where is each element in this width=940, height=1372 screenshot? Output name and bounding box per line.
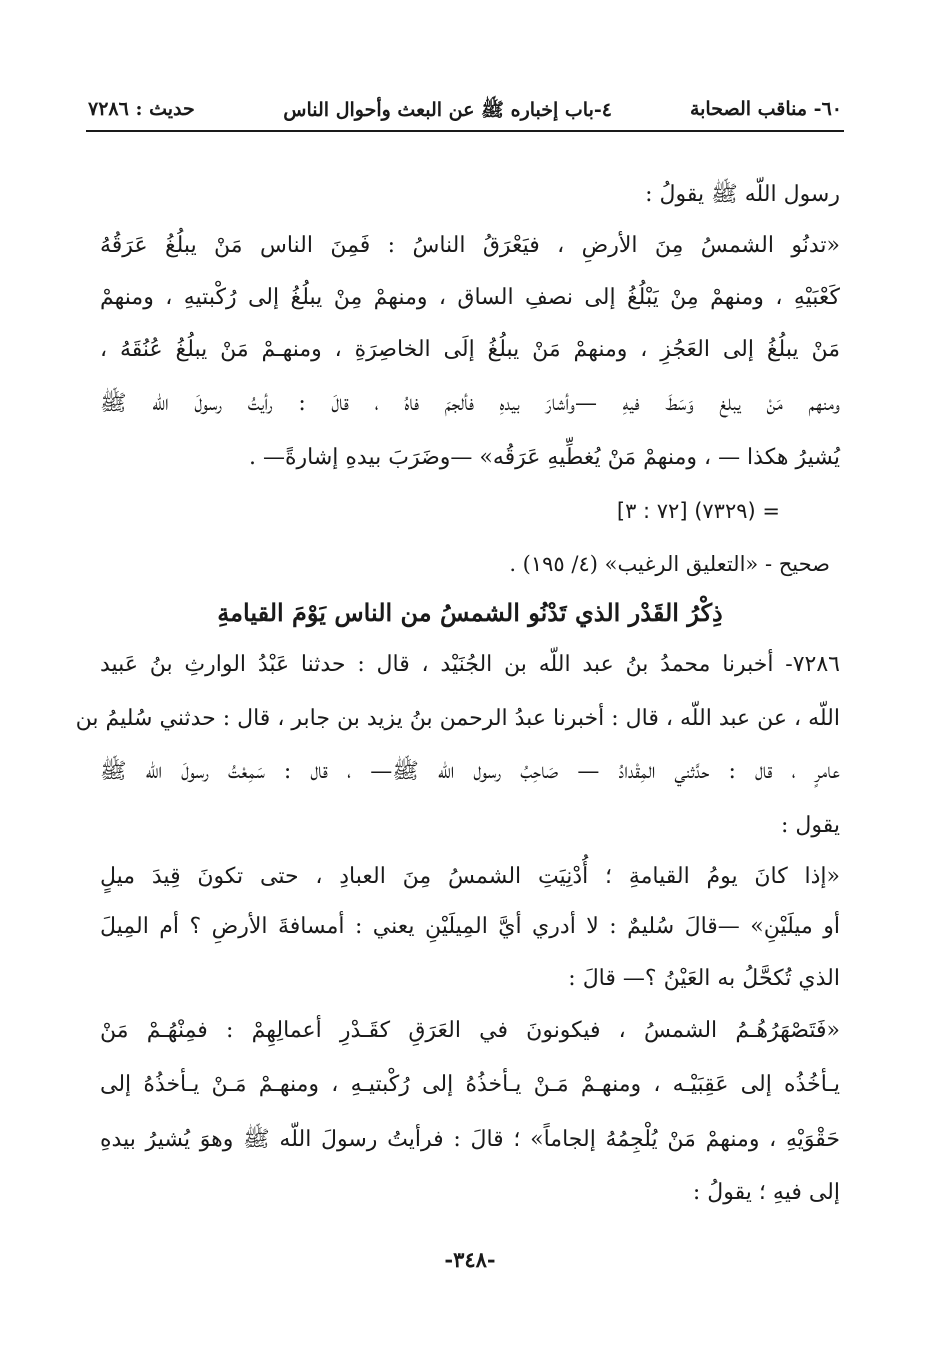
text-line: «تدنُو الشمسُ مِنَ الأرضِ ، فيَعْرَقُ الناسُ : فَمِنَ الناس مَنْ يبلُغُ عَرَقُهُ bbox=[100, 233, 840, 258]
text-line: يُشيرُ هكذا — ، ومنهمْ مَنْ يُغطِّيهِ عَرَقُه» —وضَرَبَ بيدهِ إشارةً— . bbox=[249, 445, 840, 470]
text-line: ومنهم مَنْ يبلغ وَسَطَ فيهِ —وأشارَ بيدهِ فألجمَ فاهُ ، قالَ : رأيتُ رسولَ اللّه ﷺ bbox=[100, 391, 840, 416]
text-line: أو ميلَيْنِ» —قالَ سُليمٌ : لا أدري أيَّ المِيلَيْنِ يعني : أمسافةَ الأرضِ ؟ أم المِيلَ bbox=[100, 914, 840, 939]
text-line: حَقْوَيْهِ ، ومنهمْ مَنْ يُلْجِمُهُ إلجاماً» ؛ قالَ : فرأيتُ رسولَ اللّه ﷺ وهوَ يُشيرُ بيدهِ bbox=[100, 1127, 840, 1152]
page-number: -٣٤٨- bbox=[444, 1247, 496, 1272]
grading-note: صحيح - «التعليق الرغيب» (٤/ ١٩٥) . bbox=[509, 552, 830, 576]
chapter-header: ٦٠- مناقب الصحابة bbox=[689, 98, 842, 120]
text-line: «فَتَصْهَرُهُـمُ الشمسُ ، فيكونونَ في العَرَقِ كقَـدْرِ أعمالِهِمْ : فمِنْهُـمْ مَنْ bbox=[100, 1018, 840, 1043]
text-line: إلى فيهِ ؛ يقولُ : bbox=[692, 1180, 840, 1205]
text-line: يـأخُذُه إلى عَقِبَيْـه ، ومنهـمْ مَـنْ يـأخذُهُ إلى رُكْبتيـهِ ، ومنهـمْ مَـنْ يـأخذُهُ إلى bbox=[100, 1072, 840, 1097]
section-header: ٤-باب إخباره ﷺ عن البعث وأحوال الناس bbox=[283, 99, 612, 121]
text-line: اللّه ، عن عبد اللّه ، قال : أخبرنا عبدُ الرحمن بنُ يزيد بن جابر ، قال : حدثني سُليمُ بن bbox=[75, 706, 840, 731]
text-line: عامرٍ ، قال : حدَّثني المِقْدادُ — صَاحِبُ رسول اللّه ﷺ— ، قال : سَمِعْتُ رسولَ اللّه ﷺ bbox=[100, 759, 840, 784]
text-line: ٧٢٨٦- أخبرنا محمدُ بنُ عبد اللّه بن الجُنَيْد ، قال : حدثنا عَبْدُ الوارثِ بنُ عَبيد bbox=[100, 652, 840, 677]
text-line: كَعْبَيْهِ ، ومنهمْ مِنْ يَبْلُغُ إلى نصفِ الساق ، ومنهمْ مِنْ يبلُغُ إلى رُكْبتيهِ ، ومنهمْ bbox=[100, 285, 840, 310]
text-line: مَنْ يبلُغُ إلى العَجُزِ ، ومنهمْ مَنْ يبلُغُ إلَى الخاصِرَةِ ، ومنهـمْ مَنْ يبلُغُ عُنُقَهُ ، bbox=[100, 337, 840, 362]
section-title: ذِكْرُ القَدْر الذي تَدْنُو الشمسُ من الناس يَوْمَ القيامةِ bbox=[217, 598, 723, 627]
text-line: «إذا كانَ يومُ القيامةِ ؛ أُدْنِيَتِ الشمسُ مِنَ العبادِ ، حتى تكونَ قِيدَ ميلٍ bbox=[100, 864, 840, 889]
hadith-number-header: حديث : ٧٢٨٦ bbox=[88, 98, 195, 120]
header-divider bbox=[86, 130, 844, 132]
source-reference: = (٧٣٢٩) [٧٢ : ٣] bbox=[616, 499, 780, 523]
text-line: رسول اللّه ﷺ يقولُ : bbox=[645, 182, 840, 207]
text-line: يقول : bbox=[780, 813, 840, 838]
text-line: الذي تُكحَّلُ به العَيْنُ ؟— قالَ : bbox=[568, 966, 840, 991]
